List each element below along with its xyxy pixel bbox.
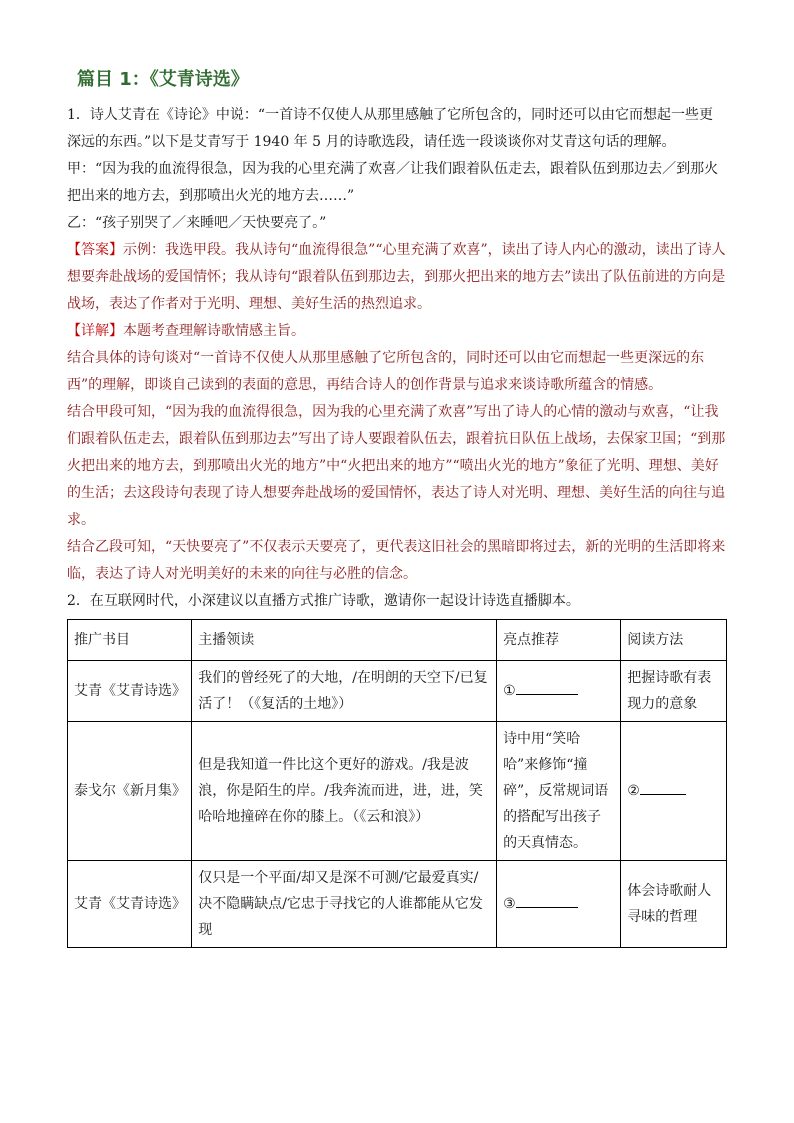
table-row (68, 861, 727, 948)
q1-detail-p3: 结合乙段可知，“天快要亮了”不仅表示天要亮了，更代表这旧社会的黑暗即将过去，新的光明的生活即将来临，表达了诗人对光明美好的未来的向往与必胜的信念。 (67, 539, 726, 582)
detail-text: 本题考查理解诗歌情感主旨。 (123, 323, 305, 339)
highlight-cell (497, 661, 621, 722)
detail-tag: 【详解】 (67, 323, 123, 339)
q2-prompt: 2．在互联网时代，小深建议以直播方式推广诗歌，邀请你一起设计诗选直播脚本。 (67, 593, 580, 609)
read-cell: 仅只是一个平面/却又是深不可测/它最爱真实/决不隐瞒缺点/它忠于寻找它的人谁都能从它发现 (192, 861, 497, 948)
header-cell: 主播领读 (192, 620, 497, 661)
header-cell: 推广书目 (68, 620, 192, 661)
book-cell: 艾青《艾青诗选》 (68, 661, 192, 722)
table-row (68, 722, 727, 861)
table-header-row (68, 620, 727, 661)
answer-text: 示例：我选甲段。我从诗句“血流得很急”“心里充满了欢喜”，读出了诗人内心的激动，读出了诗人想要奔赴战场的爱国情怀；我从诗句“跟着队伍到那边去，到那火把出来的地方去”读出了队伍前进的方向是战场，表达了作者对于光明、理想、美好生活的热烈追求。 (67, 242, 726, 312)
answer-blank[interactable] (640, 778, 686, 795)
read-cell: 我们的曾经死了的大地，/在明朗的天空下/已复活了！（《复活的土地》） (192, 661, 497, 722)
header-cell: 亮点推荐 (497, 620, 621, 661)
q1-detail-p2: 结合甲段可知，“因为我的血流得很急，因为我的心里充满了欢喜”写出了诗人的心情的激动与欢喜，“让我们跟着队伍走去，跟着队伍到那边去”写出了诗人要跟着队伍去，跟着抗日队伍上战场，去保家卫国；“到那火把出来的地方去，到那喷出火光的地方”中“火把出来的地方”“喷出火光的地方”象征了光明、理想、美好的生活；去这段诗句表现了诗人想要奔赴战场的爱国情怀，表达了诗人对光明、理想、美好生活的向往与追求。 (67, 404, 726, 528)
q1-detail (67, 318, 727, 345)
read-cell: 但是我知道一件比这个更好的游戏。/我是波浪，你是陌生的岸。/我奔流而进，进，进，笑哈哈地撞碎在你的膝上。（《云和浪》） (192, 722, 497, 861)
q1-detail-p1: 结合具体的诗句谈对“一首诗不仅使人从那里感触了它所包含的，同时还可以由它而想起一些更深远的东西”的理解，即谈自己读到的表面的意思，再结合诗人的创作背景与追求来谈诗歌所蕴含的情感。 (67, 350, 705, 393)
table-row (68, 661, 727, 722)
blank-number: ③ (503, 896, 516, 912)
answer-blank[interactable] (516, 891, 578, 908)
blank-number: ① (503, 683, 516, 699)
highlight-cell: 诗中用“笑哈哈”来修饰“撞碎”，反常规词语的搭配写出孩子的天真情态。 (497, 722, 621, 861)
script-table (67, 619, 727, 948)
q1-excerpt-jia: 甲：“因为我的血流得很急，因为我的心里充满了欢喜／让我们跟着队伍走去，跟着队伍到那边去／到那火把出来的地方去，到那喷出火光的地方去……” (67, 161, 719, 204)
header-cell: 阅读方法 (621, 620, 727, 661)
blank-number: ② (627, 783, 640, 799)
method-cell: 把握诗歌有表现力的意象 (621, 661, 727, 722)
book-cell: 艾青《艾青诗选》 (68, 861, 192, 948)
method-cell: 体会诗歌耐人寻味的哲理 (621, 861, 727, 948)
document-page (67, 62, 727, 948)
q1-answer (67, 237, 727, 318)
highlight-cell (497, 861, 621, 948)
method-cell (621, 722, 727, 861)
book-cell: 泰戈尔《新月集》 (68, 722, 192, 861)
answer-tag: 【答案】 (67, 242, 123, 258)
section-heading: 篇目 1：《艾青诗选》 (77, 69, 249, 90)
q1-prompt: 1．诗人艾青在《诗论》中说：“一首诗不仅使人从那里感触了它所包含的，同时还可以由它而想起一些更深远的东西。”以下是艾青写于 1940 年 5 月的诗歌选段，请任选一段谈谈你对艾青这句话的理解。 (67, 107, 714, 150)
answer-blank[interactable] (516, 678, 578, 695)
q1-excerpt-yi: 乙：“孩子别哭了／来睡吧／天快要亮了。” (67, 215, 327, 231)
